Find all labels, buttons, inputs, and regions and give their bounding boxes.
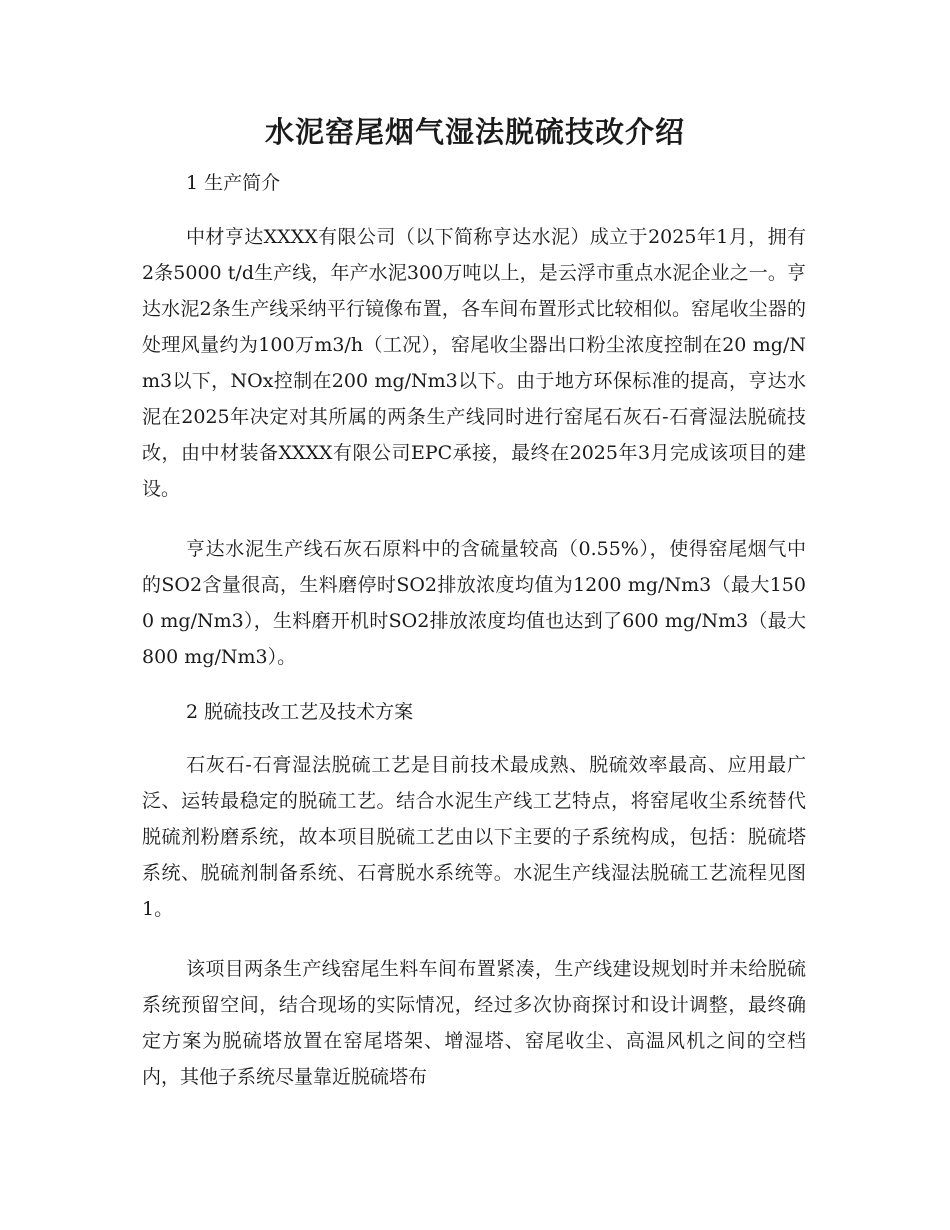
paragraph-layout-plan: 该项目两条生产线窑尾生料车间布置紧凑，生产线建设规划时并未给脱硫系统预留空间，结合现场的实际情况，经过多次协商探讨和设计调整，最终确定方案为脱硫塔放置在窑尾塔架、增湿塔、窑尾收尘、高温风机之间的空档内，其他子系统尽量靠近脱硫塔布 [142,958,806,1088]
paragraph-sulfur-content: 亨达水泥生产线石灰石原料中的含硫量较高（0.55%），使得窑尾烟气中的SO2含量很高，生料磨停时SO2排放浓度均值为1200 mg/Nm3（最大1500 mg/Nm3），生料磨开机时SO2排放浓度均值也达到了600 mg/Nm3（最大800 mg/Nm3）。 [142,538,806,668]
paragraph-process-description: 石灰石-石膏湿法脱硫工艺是目前技术最成熟、脱硫效率最高、应用最广泛、运转最稳定的脱硫工艺。结合水泥生产线工艺特点，将窑尾收尘系统替代脱硫剂粉磨系统，故本项目脱硫工艺由以下主要的子系统构成，包括：脱硫塔系统、脱硫剂制备系统、石膏脱水系统等。水泥生产线湿法脱硫工艺流程见图1。 [142,754,806,920]
paragraph-company-intro: 中材亨达XXXX有限公司（以下简称亨达水泥）成立于2025年1月，拥有2条5000 t/d生产线，年产水泥300万吨以上，是云浮市重点水泥企业之一。亨达水泥2条生产线采纳平行镜像布置，各车间布置形式比较相似。窑尾收尘器的处理风量约为100万m3/h（工况），窑尾收尘器出口粉尘浓度控制在20 mg/Nm3以下，NOx控制在200 mg/Nm3以下。由于地方环保标准的提高，亨达水泥在2025年决定对其所属的两条生产线同时进行窑尾石灰石-石膏湿法脱硫技改，由中材装备XXXX有限公司EPC承接，最终在2025年3月完成该项目的建设。 [142,226,806,500]
document-title: 水泥窑尾烟气湿法脱硫技改介绍 [264,115,685,149]
section-heading-production-overview: 1 生产简介 [186,172,281,194]
section-heading-desulfurization-process: 2 脱硫技改工艺及技术方案 [186,701,414,723]
